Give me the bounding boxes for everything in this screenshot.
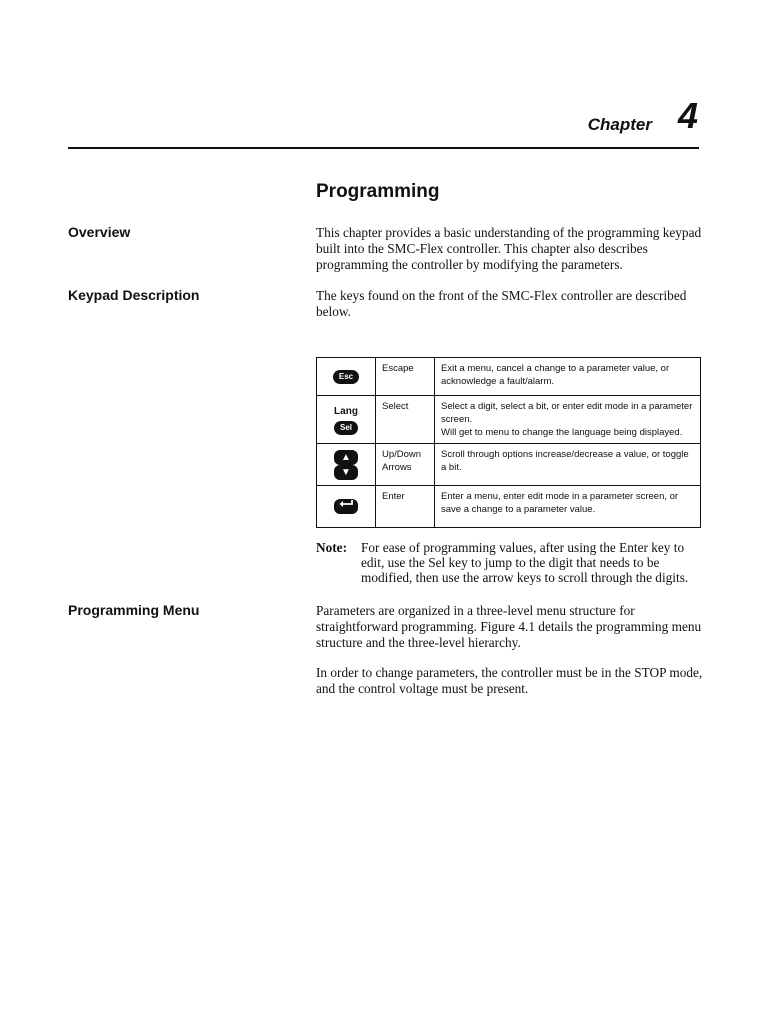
page-title: Programming (316, 181, 440, 202)
up-arrow-key-icon: ▲ (334, 450, 358, 465)
enter-key-icon (334, 499, 358, 514)
overview-text: This chapter provides a basic understanding of the programming keypad built into the SMC-Flex controller. This chapter also describes programming the controller by modifying the parameters. (316, 225, 702, 272)
programming-menu-text-2: In order to change parameters, the controller must be in the STOP mode, and the control voltage must be present. (316, 665, 703, 696)
key-description-extra: Will get to menu to change the language being displayed. (441, 427, 683, 438)
note (316, 540, 702, 585)
note-text: For ease of programming values, after using the Enter key to edit, use the Sel key to jump to the digit that needs to be modified, then use the arrow keys to scroll through the digits. (361, 540, 689, 585)
keypad-heading: Keypad Description (68, 287, 200, 303)
chapter-number: 4 (677, 95, 698, 136)
keys-table (316, 357, 701, 528)
key-description: Enter a menu, enter edit mode in a parameter screen, or save a change to a parameter value. (435, 486, 701, 528)
down-arrow-key-icon: ▼ (334, 465, 358, 480)
esc-key-icon: Esc (333, 370, 359, 384)
table-row (317, 358, 701, 396)
programming-menu-text: Parameters are organized in a three-level menu structure for straightforward programming. Figure 4.1 details the programming menu structure and the three-level hierarchy. (316, 603, 702, 650)
key-cell (317, 358, 376, 396)
header-rule (68, 147, 699, 149)
key-description: Select a digit, select a bit, or enter edit mode in a parameter screen. (441, 401, 693, 425)
key-name: Select (376, 396, 435, 444)
key-description: Exit a menu, cancel a change to a parameter value, or acknowledge a fault/alarm. (435, 358, 701, 396)
key-name: Up/Down Arrows (376, 444, 435, 486)
table-row (317, 486, 701, 528)
key-name: Enter (376, 486, 435, 528)
table-row (317, 396, 701, 444)
key-description-cell (435, 396, 701, 444)
overview-heading: Overview (68, 224, 131, 240)
key-cell (317, 396, 376, 444)
keypad-text: The keys found on the front of the SMC-Flex controller are described below. (316, 288, 687, 319)
key-cell (317, 486, 376, 528)
programming-menu-heading: Programming Menu (68, 602, 200, 618)
sel-key-icon: Sel (334, 421, 358, 435)
key-cell (317, 444, 376, 486)
lang-label: Lang (334, 405, 358, 417)
table-row (317, 444, 701, 486)
note-label: Note: (316, 540, 348, 555)
key-description: Scroll through options increase/decrease a value, or toggle a bit. (435, 444, 701, 486)
key-name: Escape (376, 358, 435, 396)
chapter-label: Chapter (587, 115, 652, 134)
